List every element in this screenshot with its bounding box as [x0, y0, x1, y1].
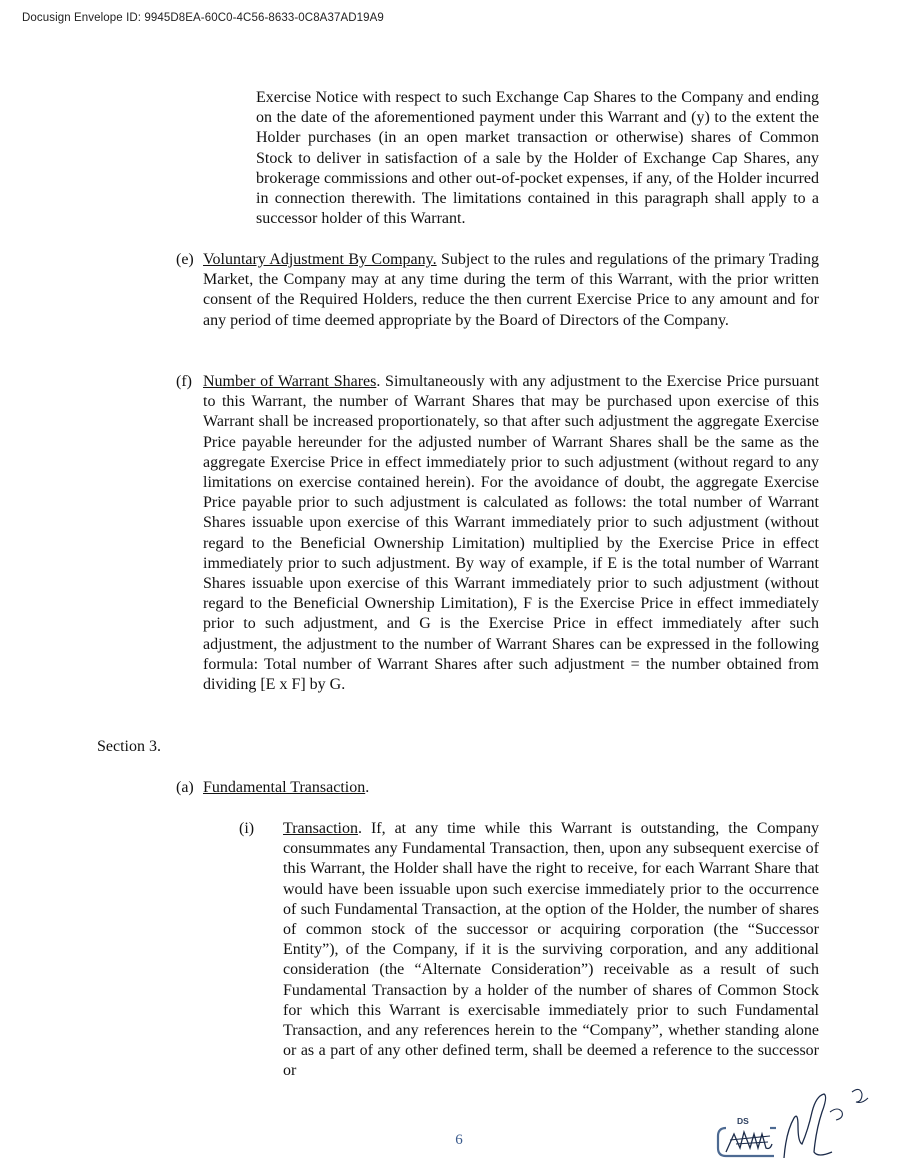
- initials-handwriting-right: [784, 1094, 832, 1158]
- section-f-marker: (f): [176, 373, 192, 390]
- section-3a-i-text: . If, at any time while this Warrant is outstanding, the Company consummates any Fundamental Transaction, then, upon any subsequent exercise of this Warrant, the Holder shall have the right to receive, for each Warrant Share that would have been issuable upon such exercise immediately prior to the occurrence of such Fundamental Transaction, at the option of the Holder, the number of shares of common stock of the successor or acquiring corporation (the “Successor Entity”), of the Company, if it is the surviving corporation, and any additional consideration (the “Alternate Consideration”) receivable as a result of such Fundamental Transaction by a holder of the number of shares of Common Stock for which this Warrant is exercisable immediately prior to such Fundamental Transaction, and any references herein to the “Company”, whether standing alone or as a part of any other defined term, shall be deemed a reference to the successor or: [283, 820, 819, 1080]
- section-e-paragraph: [203, 250, 819, 331]
- section-3a-i-marker: (i): [239, 820, 255, 837]
- section-f-text: . Simultaneously with any adjustment to the Exercise Price pursuant to this Warrant, the number of Warrant Shares that may be purchased upon exercise of this Warrant shall be increased proportionately, so that after such adjustment the aggregate Exercise Price payable hereunder for the adjusted number of Warrant Shares shall be the same as the aggregate Exercise Price in effect immediately prior to such adjustment (without regard to any limitations on exercise contained herein). For the avoidance of doubt, the aggregate Exercise Price payable prior to such adjustment is calculated as follows: the total number of Warrant Shares issuable upon exercise of this Warrant immediately prior to such adjustment (without regard to the Beneficial Ownership Limitation) multiplied by the Exercise Price in effect immediately prior to such adjustment. By way of example, if E is the total number of Warrant Shares issuable upon exercise of this Warrant immediately prior to such adjustment (without regard to the Beneficial Ownership Limitation), F is the Exercise Price in effect immediately prior to such adjustment, and G is the Exercise Price in effect immediately after such adjustment, the adjustment to the number of Warrant Shares can be expressed in the following formula: Total number of Warrant Shares after such adjustment = the number obtained from dividing [E x F] by G.: [203, 373, 820, 694]
- section-3-heading: Section 3.: [97, 738, 161, 755]
- section-3a-i-heading: Transaction: [283, 820, 358, 837]
- section-3a-text: .: [365, 779, 370, 796]
- continuation-paragraph: [256, 88, 819, 229]
- section-f-paragraph: [203, 372, 819, 695]
- section-3a-marker: (a): [176, 779, 194, 796]
- section-3a-heading: Fundamental Transaction: [203, 779, 366, 796]
- section-f-heading: Number of Warrant Shares: [203, 373, 377, 390]
- docusign-envelope-id: Docusign Envelope ID: 9945D8EA-60C0-4C56-8633-0C8A37AD19A9: [22, 12, 384, 24]
- section-3a-i-paragraph: [283, 819, 819, 1082]
- initials-stamp: [712, 1082, 900, 1162]
- continuation-text: Exercise Notice with respect to such Exchange Cap Shares to the Company and ending on the date of the aforementioned payment under this Warrant and (y) to the extent the Holder purchases (in an open market transaction or otherwise) shares of Common Stock to deliver in satisfaction of a sale by the Holder of Exchange Cap Shares, any brokerage commissions and other out-of-pocket expenses, if any, of the Holder incurred in connection therewith. The limitations contained in this paragraph shall apply to a successor holder of this Warrant.: [256, 89, 819, 228]
- section-e-heading: Voluntary Adjustment By Company.: [203, 251, 437, 268]
- section-e-text: Subject to the rules and regulations of the primary Trading Market, the Company may at any time during the term of this Warrant, with the prior written consent of the Required Holders, reduce the then current Exercise Price to any amount and for any period of time deemed appropriate by the Board of Directors of the Company.: [203, 251, 819, 329]
- section-e-marker: (e): [176, 251, 194, 268]
- page-number: 6: [455, 1132, 463, 1148]
- initials-ds-label: DS: [737, 1116, 749, 1126]
- section-3a-paragraph: [203, 778, 369, 798]
